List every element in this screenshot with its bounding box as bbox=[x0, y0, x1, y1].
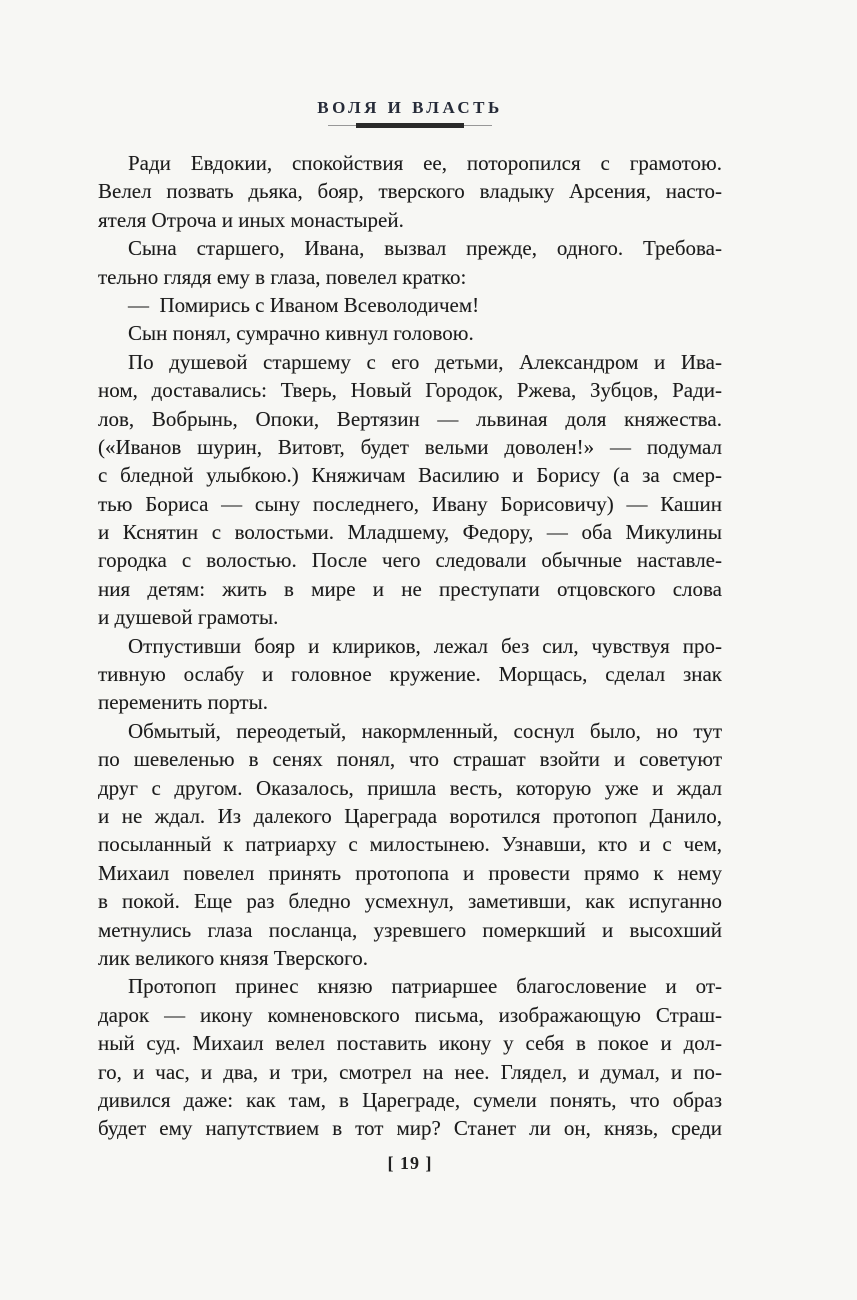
text-line: лик великого князя Тверского. bbox=[98, 945, 368, 970]
text-line: и душевой грамоты. bbox=[98, 605, 279, 630]
header-divider bbox=[328, 123, 492, 128]
page-content bbox=[98, 99, 722, 1174]
text-line: и не ждал. Из далекого Цареграда воротился протопоп Данило, bbox=[98, 803, 722, 828]
text-line: дивился даже: как там, в Цареграде, сумели понять, что образ bbox=[98, 1087, 722, 1112]
text-line: Велел позвать дьяка, бояр, тверского владыку Арсения, насто- bbox=[98, 179, 722, 204]
text-line: ятеля Отроча и иных монастырей. bbox=[98, 207, 404, 232]
text-line: Протопоп принес князю патриаршее благословение и от- bbox=[128, 974, 722, 999]
paragraph bbox=[98, 234, 722, 291]
text-line: тью Бориса — сыну последнего, Ивану Борисовичу) — Кашин bbox=[98, 491, 722, 516]
text-line: переменить порты. bbox=[98, 690, 268, 715]
paragraph bbox=[98, 972, 722, 1142]
text-line: Сын понял, сумрачно кивнул головою. bbox=[128, 321, 474, 346]
text-line: Обмытый, переодетый, накормленный, соснул было, но тут bbox=[128, 718, 722, 743]
text-line: тельно глядя ему в глаза, повелел кратко: bbox=[98, 264, 467, 289]
text-line: («Иванов шурин, Витовт, будет вельми доволен!» — подумал bbox=[98, 434, 722, 459]
text-line: Отпустивши бояр и клириков, лежал без сил, чувствуя про- bbox=[128, 633, 722, 658]
text-line: ный суд. Михаил велел поставить икону у себя в покое и дол- bbox=[98, 1031, 722, 1056]
text-line: Сына старшего, Ивана, вызвал прежде, одного. Требова- bbox=[128, 236, 722, 261]
text-line: друг с другом. Оказалось, пришла весть, которую уже и ждал bbox=[98, 775, 722, 800]
paragraph bbox=[98, 348, 722, 632]
text-line: тивную ослабу и головное кружение. Морщась, сделал знак bbox=[98, 662, 722, 687]
text-line: ния детям: жить в мире и не преступати отцовского слова bbox=[98, 576, 722, 601]
text-line: го, и час, и два, и три, смотрел на нее. Глядел, и думал, и по- bbox=[98, 1059, 722, 1084]
text-line: Михаил повелел принять протопопа и провести прямо к нему bbox=[98, 860, 722, 885]
text-line: ном, доставались: Тверь, Новый Городок, Ржева, Зубцов, Ради- bbox=[98, 378, 722, 403]
paragraph-dialogue bbox=[98, 291, 722, 319]
text-line: по шевеленью в сенях понял, что страшат взойти и советуют bbox=[98, 747, 722, 772]
text-line: будет ему напутствием в тот мир? Станет ли он, князь, среди bbox=[98, 1116, 722, 1141]
text-line: дарок — икону комненовского письма, изображающую Страш- bbox=[98, 1002, 722, 1027]
paragraph bbox=[98, 149, 722, 234]
text-line: лов, Вобрынь, Опоки, Вертязин — львиная доля княжества. bbox=[98, 406, 722, 431]
text-line: По душевой старшему с его детьми, Александром и Ива- bbox=[128, 349, 722, 374]
running-header-title: ВОЛЯ И ВЛАСТЬ bbox=[317, 98, 503, 117]
text-line: с бледной улыбкою.) Княжичам Василию и Борису (а за смер- bbox=[98, 463, 722, 488]
text-line: и Кснятин с волостьми. Младшему, Федору, — оба Микулины bbox=[98, 520, 722, 545]
text-line: городка с волостью. После чего следовали обычные наставле- bbox=[98, 548, 722, 573]
paragraph bbox=[98, 319, 722, 347]
body-text bbox=[98, 149, 722, 1143]
text-line: посыланный к патриарху с милостынею. Узнавши, кто и с чем, bbox=[98, 832, 722, 857]
page-number: [ 19 ] bbox=[387, 1152, 433, 1173]
text-line: Ради Евдокии, спокойствия ее, поторопился с грамотою. bbox=[128, 151, 722, 175]
paragraph bbox=[98, 717, 722, 973]
text-line: в покой. Еще раз бледно усмехнул, заметивши, как испуганно bbox=[98, 889, 722, 914]
text-line: — Помирись с Иваном Всеволодичем! bbox=[128, 292, 480, 317]
text-line: метнулись глаза посланца, узревшего померкший и высохший bbox=[98, 917, 722, 942]
paragraph bbox=[98, 632, 722, 717]
